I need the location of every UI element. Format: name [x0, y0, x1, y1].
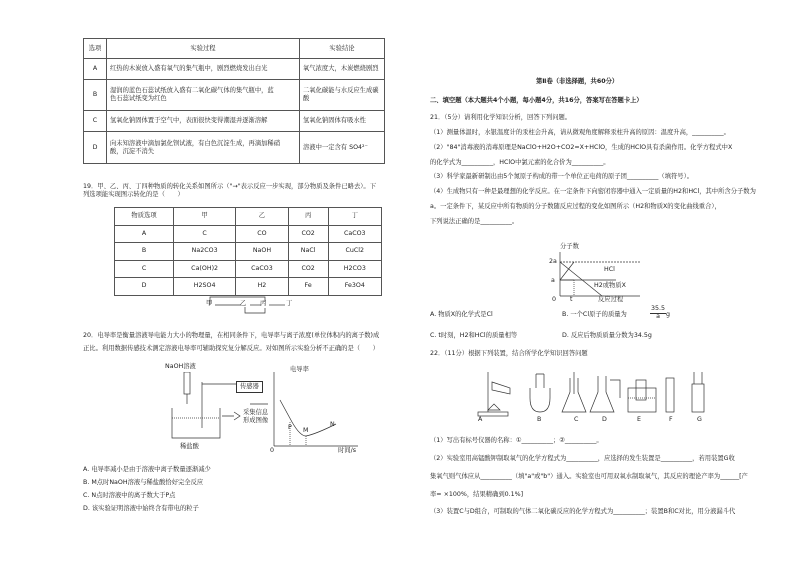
header-cell: 物质选项 — [115, 208, 174, 226]
graph-origin: 0 — [270, 447, 275, 454]
option-d: D. 该实验证明溶液中始终含有带电的粒子 — [83, 504, 199, 512]
cell: H2CO3 — [328, 260, 381, 278]
cell: D — [115, 278, 174, 296]
row-process: 红热的木炭放入盛有氧气的集气瓶中，剧烈燃烧发出白光 — [107, 59, 300, 80]
q20-text — [83, 332, 379, 353]
table-row — [84, 59, 385, 80]
graph-xlabel: 时间/s — [338, 447, 356, 454]
q19-text — [83, 183, 376, 199]
molecule-graph-ylabel: 分子数 — [560, 243, 579, 250]
header-cell: 丁 — [328, 208, 381, 226]
series-hcl: HCl — [604, 266, 615, 273]
q21-option-a: A. 物质X的化学式是Cl — [430, 311, 493, 318]
label-g: G — [697, 416, 702, 423]
lab-apparatus — [470, 368, 720, 420]
row-label: D — [84, 132, 107, 164]
molecule-graph — [556, 250, 642, 298]
cell: Fe — [288, 278, 328, 296]
fraction-denominator: a — [656, 312, 660, 320]
molecule-graph-xlabel: 反应过程 — [598, 296, 624, 303]
section-subtitle: 二、填空题（本大题共4个小题，每小题4分，共16分，答案写在答题卡上） — [430, 97, 643, 104]
text-line: （2）实验室用高锰酸钾制取氧气的化学方程式为__________，应选择的发生装置是__________，若用装置G收 — [430, 454, 735, 462]
text-line: 21．（5分）请利用化学知识分析，回答下列问题。 — [430, 114, 572, 121]
cell: H2SO4 — [174, 278, 236, 296]
cell: NaOH — [236, 243, 289, 261]
header-cell: 丙 — [288, 208, 328, 226]
text-line: （2）"84"消毒液的消毒原理是NaClO+H2O+CO2=X+HClO，生成的HClO具有杀菌作用。化学方程式中X — [430, 143, 733, 151]
fraction-numerator: 35.5 — [651, 305, 666, 312]
text-line: a。一定条件下，某反应中所有物质的分子数随反应过程的变化如图所示（H2和物质X的变化曲线重合）， — [430, 203, 721, 211]
row-conclusion: 溶液中一定含有 SO4²⁻ — [300, 132, 385, 164]
q22-text — [430, 437, 748, 516]
cell: CaCO3 — [328, 225, 381, 243]
sensor-label: 传感器 — [236, 381, 263, 393]
header-cell: 甲 — [174, 208, 236, 226]
q21-option-b: B. 一个Cl原子的质量为 — [562, 311, 627, 318]
cell: CuCl2 — [328, 243, 381, 261]
label-e: E — [637, 416, 641, 423]
label-f: F — [669, 416, 673, 423]
experiment-table — [83, 38, 385, 164]
text-line: 20．电导率是衡量溶液导电能力大小的物理量，在相同条件下，电导率与离子浓度(单位体积内的离子数)成 — [83, 332, 380, 339]
table-row — [115, 243, 382, 261]
header-cell: 实验过程 — [107, 39, 300, 59]
text-line: 正比。利用数据传感技术测定溶液电导率可辅助探究复分解反应。对如图所示实验分析不正确的是（ ） — [83, 344, 379, 352]
row-conclusion: 氢氧化钠固体有吸水性 — [300, 111, 385, 132]
text-line: 率= ×100%，结果精确到0.1%] — [430, 490, 524, 498]
row-label: B — [84, 80, 107, 111]
diagram-label-ding: 丁 — [286, 300, 293, 307]
row-label: A — [84, 59, 107, 80]
text-line: 酸 — [303, 95, 310, 102]
text-line: 湿润的蓝色石蕊试纸放入盛有二氧化碳气体的集气瓶中，蓝 — [110, 87, 274, 95]
tick-2a: 2a — [549, 258, 557, 265]
row-process — [107, 80, 300, 111]
text-line: 采集信息 — [243, 409, 269, 416]
naoh-label: NaOH溶液 — [165, 363, 196, 370]
text-line: 色石蕊试纸变为红色 — [110, 95, 167, 102]
cell: CO — [236, 225, 289, 243]
text-line: 列选项能实现图示转化的是（ ） — [83, 190, 184, 198]
point-p: P — [288, 424, 292, 431]
tick-t: t — [570, 296, 573, 303]
q21-option-c: C. t时刻，H2和HCl的质量相等 — [430, 332, 518, 339]
cell: Ca(OH)2 — [174, 260, 236, 278]
table-header — [84, 39, 385, 59]
fraction-unit: g — [666, 311, 670, 318]
diagram-label-yi: 乙 — [240, 300, 247, 307]
row-process: 氢氧化钠固体置于空气中，表面很快变得潮湿并逐渐溶解 — [107, 111, 300, 132]
header-cell: 实验结论 — [300, 39, 385, 59]
series-h2-x: H2或物质X — [594, 282, 626, 289]
label-b: B — [537, 416, 542, 423]
row-conclusion: 氧气浓度大，木炭燃烧剧烈 — [300, 59, 385, 80]
table-row — [84, 132, 385, 164]
q22-title: 22．（11分）根据下列装置，结合所学化学知识回答问题 — [430, 350, 588, 357]
header-cell: 乙 — [236, 208, 289, 226]
text-line: 的化学式为__________，HClO中氯元素的化合价为__________。 — [430, 158, 610, 166]
diagram-label-jia: 甲 — [206, 300, 213, 307]
cell: CO2 — [288, 260, 328, 278]
text-line: （1）测量体温时，水银温度计的汞柱会升高，请从微观角度解释汞柱升高的原因：温度升高，__________。 — [430, 128, 730, 136]
text-line: （4）生成物只有一种是最理想的化学反应。在一定条件下向密闭容器中通入一定质量的H2和HCl，其中所含分子数为 — [430, 188, 756, 196]
option-b: B. M点时NaOH溶液与稀盐酸恰好完全反应 — [83, 478, 204, 486]
cell: CO2 — [288, 225, 328, 243]
q20-options — [83, 466, 211, 512]
tick-0: 0 — [552, 296, 557, 303]
point-m: M — [303, 427, 309, 434]
cell: Fe3O4 — [328, 278, 381, 296]
option-c: C. N点时溶液中的离子数大于P点 — [83, 491, 176, 499]
row-process — [107, 132, 300, 164]
header-cell: 选项 — [84, 39, 107, 59]
cell: CaCO3 — [236, 260, 289, 278]
cell: Na2CO3 — [174, 243, 236, 261]
text-line: （3）装置C与D组合，可制取的气体二氧化碳反应的化学方程式为__________；装置B和C对比，用分液漏斗代 — [430, 508, 736, 516]
apparatus-drawing — [168, 372, 273, 444]
cell: NaCl — [288, 243, 328, 261]
text-line: （1）写出有标号仪器的名称：①__________；②__________。 — [430, 437, 603, 444]
text-line: 形成图像 — [243, 416, 269, 424]
text-line: （3）科学家最新研制出由5个氮原子构成的带一个单位正电荷的原子团__________（填符号）。 — [430, 173, 694, 181]
conductivity-graph — [270, 370, 360, 448]
text-line: 19．甲、乙、丙、丁四种物质的转化关系如图所示（"→"表示反应一步实现，部分物质及条件已略去）。下 — [83, 183, 376, 190]
table-header — [115, 208, 382, 226]
label-c: C — [574, 416, 579, 423]
section-title: 第Ⅱ卷（非选择题，共60分） — [536, 78, 619, 85]
q21-text — [430, 114, 756, 226]
table-row — [115, 225, 382, 243]
graph-ylabel: 电导率 — [290, 366, 309, 373]
cell: B — [115, 243, 174, 261]
row-label: C — [84, 111, 107, 132]
text-line: 二氧化碳能与水反应生成碳 — [303, 87, 379, 95]
table-row — [84, 111, 385, 132]
point-n: N — [330, 421, 335, 428]
row-conclusion — [300, 80, 385, 111]
label-a: A — [478, 416, 483, 423]
label-d: D — [602, 416, 607, 423]
text-line: 向未知溶液中滴加氯化钡试液，有白色沉淀生成，再滴加稀硝 — [110, 139, 281, 147]
text-line: 酸，沉淀不消失 — [110, 147, 155, 155]
text-line: 集氧气则气体应从__________（填"a"或"b"）通入。实验室也可用双氧水制取氧气，其反应的理论产率为______[产 — [430, 472, 748, 480]
cell: C — [174, 225, 236, 243]
cell: C — [115, 260, 174, 278]
cell: A — [115, 225, 174, 243]
option-a: A. 电导率减小是由于溶液中离子数量逐渐减少 — [83, 466, 211, 473]
substance-table — [114, 207, 382, 296]
table-row — [115, 260, 382, 278]
acid-label: 稀盐酸 — [180, 443, 199, 450]
q21-option-d: D. 反应后物质质量分数为34.5g — [562, 332, 652, 339]
table-row — [84, 80, 385, 111]
cell: H2 — [236, 278, 289, 296]
fraction — [650, 306, 666, 321]
tick-a: a — [551, 277, 555, 284]
diagram-label-bing: 丙 — [260, 300, 267, 307]
text-line: 下列说法正确的是__________。 — [430, 218, 519, 226]
